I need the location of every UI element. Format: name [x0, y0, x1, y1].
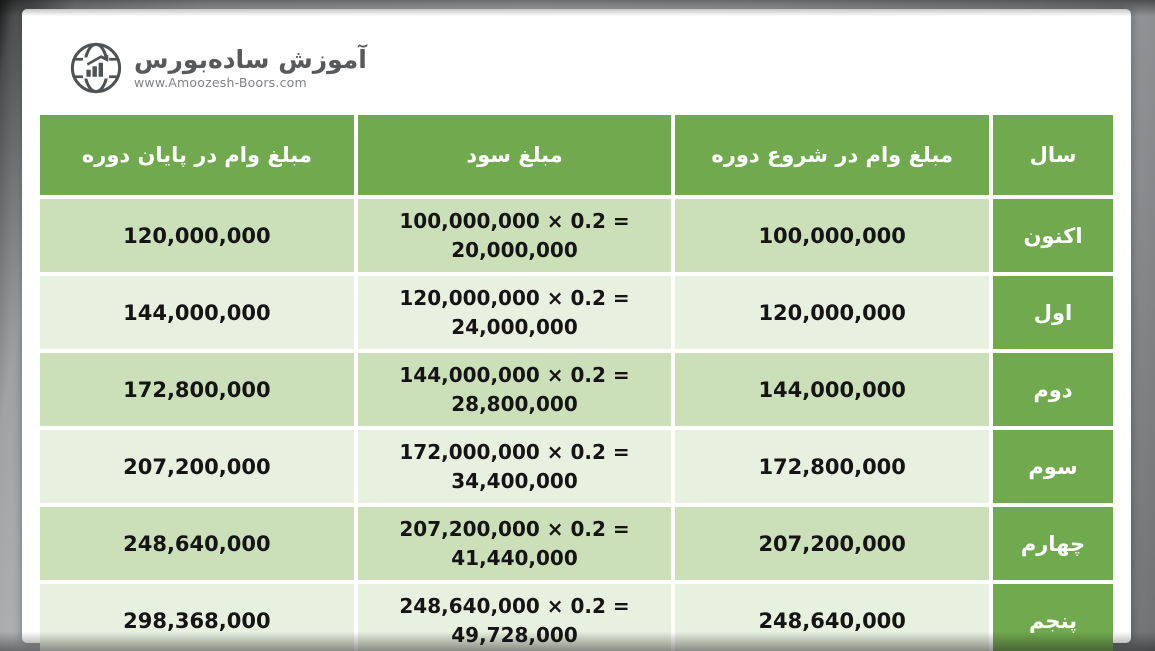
year-cell: پنجم [993, 584, 1113, 651]
interest-cell [358, 276, 672, 349]
logo-website-url: www.Amoozesh-Boors.com [134, 74, 307, 90]
start-amount-cell: 172,800,000 [675, 430, 989, 503]
interest-cell [358, 584, 672, 651]
end-amount-cell: 248,640,000 [40, 507, 354, 580]
content-panel [22, 9, 1131, 647]
start-amount-cell: 100,000,000 [675, 199, 989, 272]
interest-formula: 120,000,000 × 0.2 = [399, 285, 630, 310]
end-amount-cell: 120,000,000 [40, 199, 354, 272]
interest-formula: 100,000,000 × 0.2 = [399, 208, 630, 233]
globe-chart-icon [68, 40, 124, 96]
logo [68, 39, 1113, 97]
interest-cell [358, 430, 672, 503]
interest-value: 41,440,000 [451, 545, 578, 570]
start-amount-cell: 144,000,000 [675, 353, 989, 426]
end-amount-cell: 172,800,000 [40, 353, 354, 426]
interest-value: 49,728,000 [451, 622, 578, 647]
year-cell: دوم [993, 353, 1113, 426]
compound-interest-table [40, 115, 1113, 651]
interest-cell [358, 353, 672, 426]
interest-formula: 248,640,000 × 0.2 = [399, 593, 630, 618]
header-end-amount: مبلغ وام در پایان دوره [40, 115, 354, 195]
year-cell: اول [993, 276, 1113, 349]
interest-formula: 144,000,000 × 0.2 = [399, 362, 630, 387]
end-amount-cell: 207,200,000 [40, 430, 354, 503]
header-interest-amount: مبلغ سود [358, 115, 672, 195]
header-year: سال [993, 115, 1113, 195]
interest-cell [358, 507, 672, 580]
logo-text [134, 46, 367, 90]
year-cell: سوم [993, 430, 1113, 503]
interest-value: 20,000,000 [451, 237, 578, 262]
year-cell: اکنون [993, 199, 1113, 272]
interest-cell [358, 199, 672, 272]
header-start-amount: مبلغ وام در شروع دوره [675, 115, 989, 195]
end-amount-cell: 298,368,000 [40, 584, 354, 651]
start-amount-cell: 120,000,000 [675, 276, 989, 349]
interest-value: 28,800,000 [451, 391, 578, 416]
interest-value: 24,000,000 [451, 314, 578, 339]
interest-value: 34,400,000 [451, 468, 578, 493]
end-amount-cell: 144,000,000 [40, 276, 354, 349]
year-cell: چهارم [993, 507, 1113, 580]
logo-brand-name: آموزش ساده‌بورس [134, 45, 367, 75]
start-amount-cell: 207,200,000 [675, 507, 989, 580]
interest-formula: 172,000,000 × 0.2 = [399, 439, 630, 464]
interest-formula: 207,200,000 × 0.2 = [399, 516, 630, 541]
start-amount-cell: 248,640,000 [675, 584, 989, 651]
